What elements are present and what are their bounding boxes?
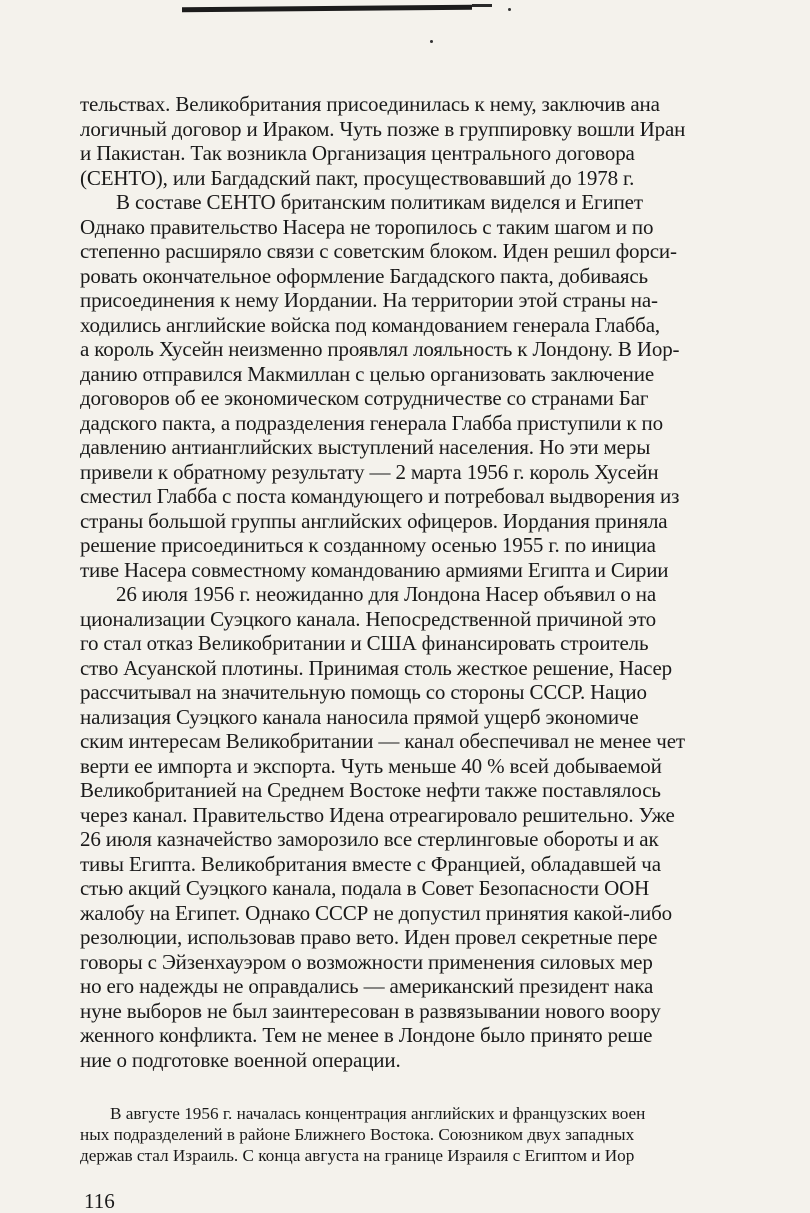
text-line: степенно расширяло связи с советским блоком. Иден решил форси- [80,239,677,263]
header-rule [182,5,472,13]
text-line: ровать окончательное оформление Багдадского пакта, добиваясь [80,263,648,288]
text-line: но его надежды не оправдались — американский президент нака [80,974,654,998]
footnote-line: В августе 1956 г. началась концентрация английских и французских воен [110,1104,646,1123]
text-line: давлению антианглийских выступлений населения. Но эти меры [80,435,651,459]
text-line: тивы Египта. Великобритания вместе с Францией, обладавшей ча [80,851,661,876]
text-line: ходились английские войска под командованием генерала Глабба, [80,312,660,337]
footnote-line: ных подразделений в районе Ближнего Востока. Союзником двух западных [80,1125,635,1144]
text-line: данию отправился Макмиллан с целью организовать заключение [80,361,655,386]
scan-speck [508,8,511,11]
text-line: ство Асуанской плотины. Принимая столь жесткое решение, Насер [80,655,673,680]
text-line: резолюции, использовав право вето. Иден провел секретные пере [80,925,658,949]
text-line: ционализации Суэцкого канала. Непосредственной причиной это [80,606,656,631]
text-line: женного конфликта. Тем не менее в Лондоне было принято реше [80,1023,653,1047]
text-line: говоры с Эйзенхауэром о возможности применения силовых мер [80,949,653,974]
text-line: страны большой группы английских офицеров. Иордания приняла [80,508,668,533]
text-line: и Пакистан. Так возникла Организация центрального договора [80,141,635,165]
text-line: стью акций Суэцкого канала, подала в Совет Безопасности ООН [80,876,650,900]
footnote-text-block [80,1103,808,1166]
text-line: дадского пакта, а подразделения генерала Глабба приступили к по [80,410,664,435]
text-line: (СЕНТО), или Багдадский пакт, просуществовавший до 1978 г. [80,165,635,190]
text-line: сместил Глабба с поста командующего и потребовал выдворения из [80,484,680,508]
header-rule-tail [472,4,492,7]
text-line: тиве Насера совместному командованию армиями Египта и Сирии [80,557,669,582]
text-line: а король Хусейн неизменно проявлял лояльность к Лондону. В Иор- [80,337,680,361]
footnote-line: держав стал Израиль. С конца августа на границе Израиля с Египтом и Иор [80,1146,635,1165]
text-line: привели к обратному результату — 2 марта 1956 г. король Хусейн [80,459,659,484]
text-line: 26 июля казначейство заморозило все стерлинговые обороты и ак [80,827,659,851]
text-line: присоединения к нему Иордании. На территории этой страны на- [80,288,658,312]
scan-speck [430,40,433,43]
text-line: 26 июля 1956 г. неожиданно для Лондона Насер объявил о на [116,582,657,606]
text-line: ние о подготовке военной операции. [80,1047,401,1072]
text-line: Однако правительство Насера не торопилось с таким шагом и по [80,214,654,239]
text-line: через канал. Правительство Идена отреагировало решительно. Уже [80,802,675,827]
text-line: рассчитывал на значительную помощь со стороны СССР. Нацио [80,680,647,704]
text-line: договоров об ее экономическом сотрудничестве со странами Баг [80,386,649,410]
page-number: 116 [84,1189,115,1213]
text-line: логичный договор и Ираком. Чуть позже в группировку вошли Иран [80,116,686,141]
text-line: жалобу на Египет. Однако СССР не допустил принятия какой-либо [80,900,672,925]
text-line: ским интересам Великобритании — канал обеспечивал не менее чет [80,729,685,753]
text-line: тельствах. Великобритания присоединилась к нему, заключив ана [80,92,660,116]
main-text-block [80,92,808,1072]
text-line: решение присоединиться к созданному осенью 1955 г. по инициа [80,533,656,557]
text-line: го стал отказ Великобритании и США финансировать строитель [80,631,649,655]
text-line: верти ее импорта и экспорта. Чуть меньше 40 % всей добываемой [80,753,662,778]
text-line: Великобританией на Среднем Востоке нефти также поставлялось [80,778,661,802]
text-line: нуне выборов не был заинтересован в развязывании нового воору [80,998,661,1023]
text-line: нализация Суэцкого канала наносила прямой ущерб экономиче [80,704,639,729]
text-line: В составе СЕНТО британским политикам виделся и Египет [116,190,643,214]
